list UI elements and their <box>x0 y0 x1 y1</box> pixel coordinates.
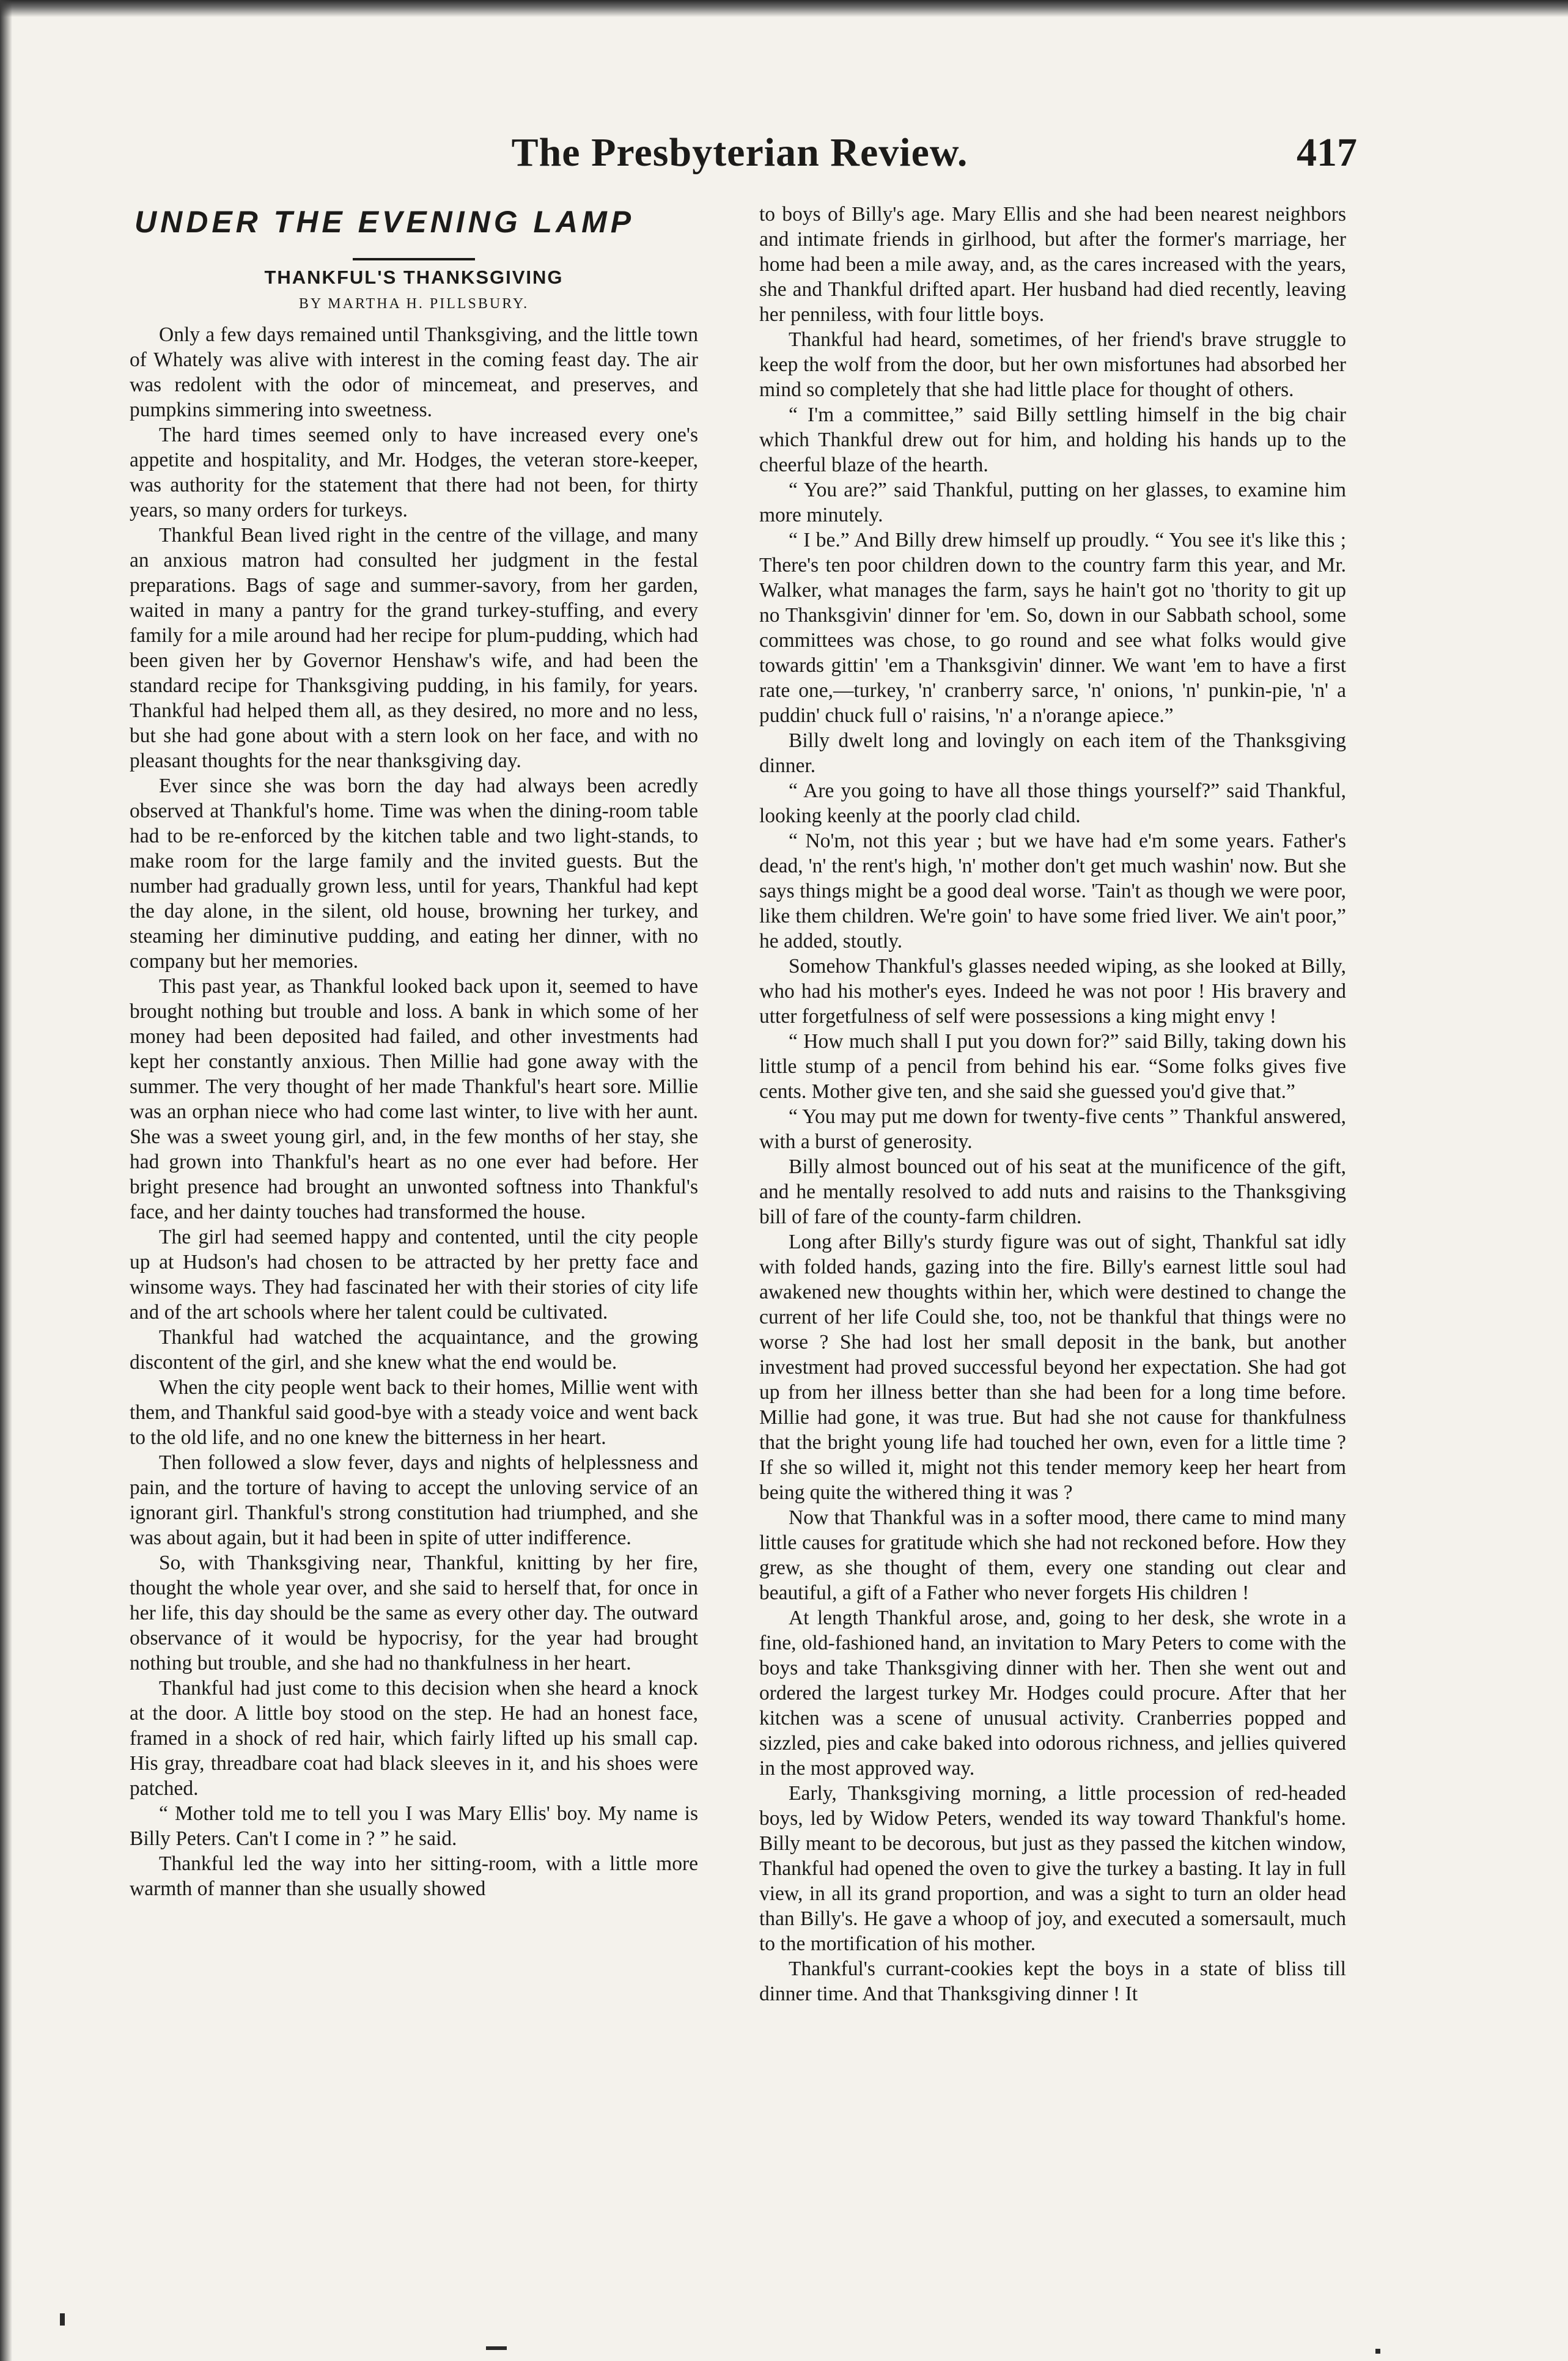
title-rule <box>353 258 475 260</box>
paragraph: to boys of Billy's age. Mary Ellis and she had been nearest neighbors and intimate friends in girlhood, but after the former's marriage, her home had been a mile away, and, as the cares increased with the years, she and Thankful drifted apart. Her husband had died recently, leaving her penniless, with four little boys. <box>759 203 1346 326</box>
paragraph: “ I be.” And Billy drew himself up proudly. “ You see it's like this ; There's ten poor children down to the country farm this year, and Mr. Walker, what manages the farm, says he hain't got no 'thority to git up no Thanksgivin' dinner for 'em. So, down in our Sabbath school, some committees was chose, to go round and see what folks would give towards gittin' 'em a Thanksgivin' dinner. We want 'em to have a first rate one,—turkey, 'n' cranberry sarce, 'n' onions, 'n' punkin-pie, 'n' a puddin' chuck full o' raisins, 'n' a n'orange apiece.” <box>759 529 1346 727</box>
paragraph: Thankful had watched the acquaintance, and the growing discontent of the girl, and she knew what the end would be. <box>130 1326 698 1374</box>
section-title: UNDER THE EVENING LAMP <box>134 205 635 239</box>
paragraph: “ I'm a committee,” said Billy settling himself in the big chair which Thankful drew out for him, and holding his hands up to the cheerful blaze of the hearth. <box>759 403 1346 476</box>
scan-mark-right <box>1375 2349 1380 2354</box>
paragraph: Thankful Bean lived right in the centre of the village, and many an anxious matron had consulted her judgment in the festal preparations. Bags of sage and summer-savory, from her garden, waited in many a pantry for the grand turkey-stuffing, and every family for a mile around had her recipe for plum-pudding, which had been given her by Governor Henshaw's wife, and had been the standard recipe for Thanksgiving pudding, in his family, for years. Thankful had helped them all, as they desired, no more and no less, but she had gone about with a stern look on her face, and with no pleasant thoughts for the near thanksgiving day. <box>130 524 698 772</box>
paragraph: Somehow Thankful's glasses needed wiping, as she looked at Billy, who had his mother's eyes. Indeed he was not poor ! His bravery and utter forgetfulness of self were possessions a king might envy ! <box>759 955 1346 1028</box>
paragraph: Billy almost bounced out of his seat at the munificence of the gift, and he mentally resolved to add nuts and raisins to the Thanksgiving bill of fare of the county-farm children. <box>759 1155 1346 1228</box>
paragraph: At length Thankful arose, and, going to her desk, she wrote in a fine, old-fashioned hand, an invitation to Mary Peters to come with the boys and take Thanksgiving dinner with her. Then she went out and ordered the largest turkey Mr. Hodges could procure. After that her kitchen was a scene of unusual activity. Cranberries popped and sizzled, pies and cake baked into odorous richness, and jellies quivered in the most approved way. <box>759 1607 1346 1780</box>
paragraph: Thankful led the way into her sitting-room, with a little more warmth of manner than she usually showed <box>130 1852 698 1900</box>
paragraph: This past year, as Thankful looked back upon it, seemed to have brought nothing but trouble and loss. A bank in which some of her money had been deposited had failed, and other investments had kept her constantly anxious. Then Millie had gone away with the summer. The very thought of her made Thankful's heart sore. Millie was an orphan niece who had come last winter, to live with her aunt. She was a sweet young girl, and, in the few months of her stay, she had grown into Thankful's heart as no one ever had before. Her bright presence had brought an unwonted softness into Thankful's face, and her dainty touches had transformed the house. <box>130 975 698 1223</box>
paragraph: Thankful had heard, sometimes, of her friend's brave struggle to keep the wolf from the door, but her own misfortunes had absorbed her mind so completely that she had little place for thought of others. <box>759 328 1346 401</box>
paragraph: Only a few days remained until Thanksgiving, and the little town of Whately was alive with interest in the coming feast day. The air was redolent with the odor of mincemeat, and preserves, and pumpkins simmering into sweetness. <box>130 323 698 421</box>
paragraph: Early, Thanksgiving morning, a little procession of red-headed boys, led by Widow Peters, wended its way toward Thankful's home. Billy meant to be decorous, but just as they passed the kitchen window, Thankful had opened the oven to give the turkey a basting. It lay in full view, in all its grand proportion, and was a sight to turn an older head than Billy's. He gave a whoop of joy, and executed a somersault, much to the mortification of his mother. <box>759 1782 1346 1955</box>
paragraph: “ Mother told me to tell you I was Mary Ellis' boy. My name is Billy Peters. Can't I come in ? ” he said. <box>130 1802 698 1850</box>
byline: BY MARTHA H. PILLSBURY. <box>298 296 529 312</box>
paragraph: “ No'm, not this year ; but we have had e'm some years. Father's dead, 'n' the rent's high, 'n' mother don't get much washin' now. But she says things might be a good deal worse. 'Tain't as though we were poor, like them children. We're goin' to have some fried liver. We ain't poor,” he added, stoutly. <box>759 830 1346 952</box>
page-top-edge <box>0 0 1568 17</box>
paragraph: “ You may put me down for twenty-five cents ” Thankful answered, with a burst of generosity. <box>759 1105 1346 1153</box>
paragraph: Long after Billy's sturdy figure was out of sight, Thankful sat idly with folded hands, gazing into the fire. Billy's earnest little soul had awakened new thoughts within her, which were destined to change the current of her life Could she, too, not be thankful that things were no worse ? She had lost her small deposit in the bank, but another investment had proved successful beyond her expectation. She had got up from her illness better than she had been for a long time before. Millie had gone, it was true. But had she not cause for thankfulness that the bright young life had touched her own, even for a little time ? If she so willed it, might not this tender memory keep her heart from being quite the withered thing it was ? <box>759 1231 1346 1504</box>
paragraph: When the city people went back to their homes, Millie went with them, and Thankful said good-bye with a steady voice and went back to the old life, and no one knew the bitterness in her heart. <box>130 1376 698 1449</box>
paragraph: Billy dwelt long and lovingly on each item of the Thanksgiving dinner. <box>759 729 1346 777</box>
paragraph: The hard times seemed only to have increased every one's appetite and hospitality, and Mr. Hodges, the veteran store-keeper, was authority for the statement that there had not been, for thirty years, so many orders for turkeys. <box>130 424 698 521</box>
left-column <box>130 202 698 2219</box>
paragraph: “ Are you going to have all those things yourself?” said Thankful, looking keenly at the poorly clad child. <box>759 779 1346 827</box>
paragraph: Then followed a slow fever, days and nights of helplessness and pain, and the torture of having to accept the unloving service of an ignorant girl. Thankful's strong constitution had triumphed, and she was about again, but it had been in spite of utter indifference. <box>130 1451 698 1549</box>
paragraph: “ How much shall I put you down for?” said Billy, taking down his little stump of a pencil from behind his ear. “Some folks gives five cents. Mother give ten, and she said she guessed you'd give that.” <box>759 1030 1346 1103</box>
paragraph: “ You are?” said Thankful, putting on her glasses, to examine him more minutely. <box>759 479 1346 526</box>
scan-mark-bottom <box>486 2346 507 2350</box>
paragraph: Now that Thankful was in a softer mood, there came to mind many little causes for gratitude which she had not reckoned before. How they grew, as she thought of them, every one standing out clear and beautiful, a gift of a Father who never forgets His children ! <box>759 1506 1346 1604</box>
paragraph: Thankful had just come to this decision when she heard a knock at the door. A little boy stood on the step. He had an honest face, framed in a shock of red hair, which fairly lifted up his small cap. His gray, threadbare coat had black sleeves in it, and his shoes were patched. <box>130 1677 698 1800</box>
page-left-edge <box>0 0 12 2361</box>
paragraph: Thankful's currant-cookies kept the boys in a state of bliss till dinner time. And that Thanksgiving dinner ! It <box>759 1958 1346 2005</box>
paragraph: Ever since she was born the day had always been acredly observed at Thankful's home. Time was when the dining-room table had to be re-enforced by the kitchen table and two light-stands, to make room for the large family and the invited guests. But the number had gradually grown less, until for years, Thankful had kept the day alone, in the silent, old house, browning her turkey, and steaming her diminutive pudding, and eating her dinner, with no company but her memories. <box>130 775 698 973</box>
page-number: 417 <box>1297 130 1357 175</box>
right-column <box>759 202 1346 2219</box>
article-title: THANKFUL'S THANKSGIVING <box>264 267 564 288</box>
paragraph: So, with Thanksgiving near, Thankful, knitting by her fire, thought the whole year over, and she said to herself that, for once in her life, this day should be the same as every other day. The outward observance of it would be hypocrisy, for the year had brought nothing but trouble, and she had no thankfulness in her heart. <box>130 1552 698 1674</box>
page-header <box>122 130 1357 185</box>
running-title: The Presbyterian Review. <box>511 130 968 175</box>
paragraph: The girl had seemed happy and contented, until the city people up at Hudson's had chosen to be attracted by her pretty face and winsome ways. They had fascinated her with their stories of city life and of the art schools where her talent could be cultivated. <box>130 1226 698 1324</box>
scan-mark-left <box>60 2313 65 2326</box>
